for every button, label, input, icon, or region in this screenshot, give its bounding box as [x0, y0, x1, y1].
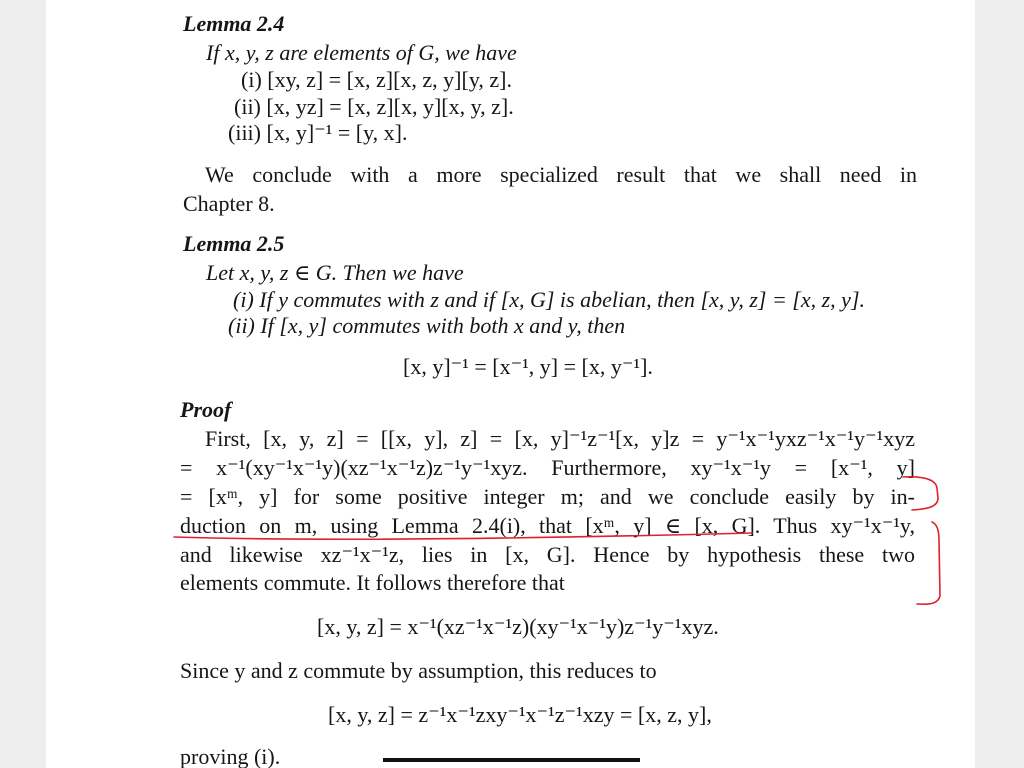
- proof-line-4: duction on m, using Lemma 2.4(i), that [xᵐ, y] ∈ [x, G]. Thus xy⁻¹x⁻¹y,: [180, 513, 915, 538]
- bridge-line-1: We conclude with a more specialized result that we shall need in: [205, 162, 917, 187]
- lemma-2-5-heading: Lemma 2.5: [183, 231, 285, 256]
- proof-line-2: = x⁻¹(xy⁻¹x⁻¹y)(xz⁻¹x⁻¹z)z⁻¹y⁻¹xyz. Furthermore, xy⁻¹x⁻¹y = [x⁻¹, y]: [180, 455, 915, 480]
- lemma-2-5-intro: Let x, y, z ∈ G. Then we have: [206, 260, 464, 285]
- document-page: [46, 0, 975, 768]
- proof-line-6: elements commute. It follows therefore that: [180, 570, 565, 595]
- proof-line-1: First, [x, y, z] = [[x, y], z] = [x, y]⁻¹z⁻¹[x, y]z = y⁻¹x⁻¹yxz⁻¹x⁻¹y⁻¹xyz: [205, 426, 915, 451]
- lemma-2-5-display-equation: [x, y]⁻¹ = [x⁻¹, y] = [x, y⁻¹].: [403, 354, 653, 379]
- lemma-2-4-intro: If x, y, z are elements of G, we have: [206, 40, 517, 65]
- proof-display-equation-2: [x, y, z] = z⁻¹x⁻¹zxy⁻¹x⁻¹z⁻¹xzy = [x, z, y],: [328, 702, 712, 727]
- lemma-2-4-item-ii: (ii) [x, yz] = [x, z][x, y][x, y, z].: [234, 94, 514, 119]
- lemma-2-4-heading: Lemma 2.4: [183, 11, 285, 36]
- proof-line-3: = [xᵐ, y] for some positive integer m; and we conclude easily by in-: [180, 484, 915, 509]
- proof-display-equation-1: [x, y, z] = x⁻¹(xz⁻¹x⁻¹z)(xy⁻¹x⁻¹y)z⁻¹y⁻¹xyz.: [317, 614, 719, 639]
- proof-since-line: Since y and z commute by assumption, this reduces to: [180, 658, 657, 683]
- lemma-2-4-item-i: (i) [xy, z] = [x, z][x, z, y][y, z].: [241, 67, 512, 92]
- proof-closing: proving (i).: [180, 744, 281, 768]
- bridge-line-2: Chapter 8.: [183, 191, 275, 216]
- proof-line-5: and likewise xz⁻¹x⁻¹z, lies in [x, G]. Hence by hypothesis these two: [180, 542, 915, 567]
- lemma-2-5-item-ii: (ii) If [x, y] commutes with both x and y, then: [228, 313, 626, 338]
- proof-heading: Proof: [180, 397, 232, 422]
- bottom-rule: [383, 758, 640, 762]
- lemma-2-4-item-iii: (iii) [x, y]⁻¹ = [y, x].: [228, 120, 408, 145]
- lemma-2-5-item-i: (i) If y commutes with z and if [x, G] is abelian, then [x, y, z] = [x, z, y].: [233, 287, 866, 312]
